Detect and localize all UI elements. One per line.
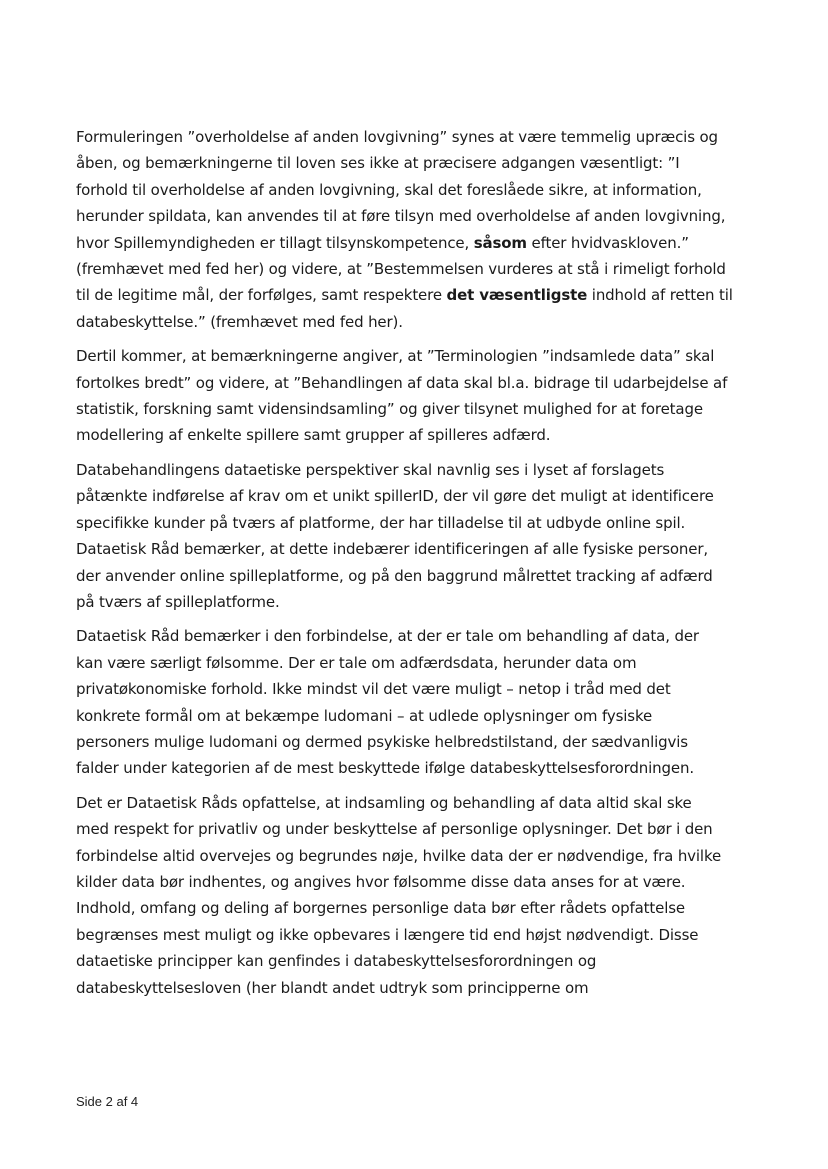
- text-line: [76, 816, 766, 842]
- text-segment: personers mulige ludomani og dermed psykiske helbredstilstand, der sædvanligvis: [76, 732, 688, 751]
- paragraph: [76, 457, 766, 615]
- text-line: [76, 150, 766, 176]
- text-line: [76, 396, 766, 422]
- text-line: [76, 203, 766, 229]
- text-segment: med respekt for privatliv og under beskyttelse af personlige oplysninger. Det bør i den: [76, 820, 713, 839]
- text-line: [76, 869, 766, 895]
- text-segment: på tværs af spilleplatforme.: [76, 592, 280, 611]
- bold-text: såsom: [473, 233, 527, 252]
- text-line: [76, 843, 766, 869]
- text-line: [76, 483, 766, 509]
- text-segment: falder under kategorien af de mest beskyttede ifølge databeskyttelsesforordningen.: [76, 759, 694, 778]
- text-segment: Databehandlingens dataetiske perspektiver skal navnlig ses i lyset af forslagets: [76, 460, 665, 479]
- text-line: [76, 124, 766, 150]
- document-body: [76, 124, 766, 1001]
- text-line: [76, 650, 766, 676]
- text-line: [76, 755, 766, 781]
- text-line: [76, 975, 766, 1001]
- text-segment: Indhold, omfang og deling af borgernes personlige data bør efter rådets opfattelse: [76, 899, 685, 918]
- text-line: [76, 676, 766, 702]
- text-segment: modellering af enkelte spillere samt grupper af spilleres adfærd.: [76, 426, 551, 445]
- text-line: [76, 370, 766, 396]
- text-line: [76, 510, 766, 536]
- text-segment: specifikke kunder på tværs af platforme, der har tilladelse til at udbyde online spil.: [76, 513, 686, 532]
- text-line: [76, 948, 766, 974]
- text-segment: efter hvidvaskloven.”: [526, 233, 689, 252]
- text-segment: Dataetisk Råd bemærker, at dette indebærer identificeringen af alle fysiske personer,: [76, 540, 709, 559]
- text-segment: påtænkte indførelse af krav om et unikt spillerID, der vil gøre det muligt at identificere: [76, 487, 714, 506]
- text-segment: (fremhævet med fed her) og videre, at ”Bestemmelsen vurderes at stå i rimeligt forhold: [76, 260, 726, 279]
- text-line: [76, 623, 766, 649]
- text-segment: Det er Dataetisk Råds opfattelse, at indsamling og behandling af data altid skal ske: [76, 793, 692, 812]
- paragraph: [76, 623, 766, 781]
- text-line: [76, 457, 766, 483]
- text-segment: indhold af retten til: [587, 286, 733, 305]
- text-segment: statistik, forskning samt vidensindsamling” og giver tilsynet mulighed for at foretage: [76, 400, 703, 419]
- text-line: [76, 256, 766, 282]
- text-line: [76, 343, 766, 369]
- text-segment: fortolkes bredt” og videre, at ”Behandlingen af data skal bl.a. bidrage til udarbejdelse af: [76, 373, 728, 392]
- text-segment: åben, og bemærkningerne til loven ses ikke at præcisere adgangen væsentligt: ”I: [76, 154, 680, 173]
- text-segment: Dertil kommer, at bemærkningerne angiver, at ”Terminologien ”indsamlede data” skal: [76, 347, 715, 366]
- page-number: Side 2 af 4: [76, 1094, 139, 1109]
- text-segment: forhold til overholdelse af anden lovgivning, skal det foreslåede sikre, at information,: [76, 180, 702, 199]
- text-line: [76, 729, 766, 755]
- paragraph: [76, 124, 766, 335]
- text-line: [76, 282, 766, 308]
- text-line: [76, 589, 766, 615]
- text-segment: til de legitime mål, der forfølges, samt respektere: [76, 286, 447, 305]
- text-line: [76, 177, 766, 203]
- text-segment: begrænses mest muligt og ikke opbevares i længere tid end højst nødvendigt. Disse: [76, 925, 699, 944]
- text-segment: privatøkonomiske forhold. Ikke mindst vil det være muligt – netop i tråd med det: [76, 680, 671, 699]
- text-segment: Dataetisk Råd bemærker i den forbindelse, at der er tale om behandling af data, der: [76, 627, 699, 646]
- paragraph: [76, 343, 766, 449]
- text-line: [76, 230, 766, 256]
- text-line: [76, 703, 766, 729]
- text-segment: databeskyttelsesloven (her blandt andet udtryk som principperne om: [76, 978, 589, 997]
- text-line: [76, 536, 766, 562]
- text-line: [76, 563, 766, 589]
- text-line: [76, 790, 766, 816]
- text-segment: kan være særligt følsomme. Der er tale om adfærdsdata, herunder data om: [76, 653, 637, 672]
- text-line: [76, 309, 766, 335]
- text-segment: hvor Spillemyndigheden er tillagt tilsynskompetence,: [76, 233, 474, 252]
- text-line: [76, 895, 766, 921]
- text-line: [76, 922, 766, 948]
- text-segment: kilder data bør indhentes, og angives hvor følsomme disse data anses for at være.: [76, 872, 686, 891]
- bold-text: det væsentligste: [446, 286, 588, 305]
- text-segment: herunder spildata, kan anvendes til at føre tilsyn med overholdelse af anden lovgivning,: [76, 207, 726, 226]
- paragraph: [76, 790, 766, 1001]
- text-segment: databeskyttelse.” (fremhævet med fed her).: [76, 312, 403, 331]
- text-segment: konkrete formål om at bekæmpe ludomani – at udlede oplysninger om fysiske: [76, 706, 653, 725]
- text-line: [76, 422, 766, 448]
- text-segment: Formuleringen ”overholdelse af anden lovgivning” synes at være temmelig upræcis og: [76, 128, 718, 146]
- text-segment: dataetiske principper kan genfindes i databeskyttelsesforordningen og: [76, 952, 597, 971]
- text-segment: der anvender online spilleplatforme, og på den baggrund målrettet tracking af adfærd: [76, 566, 713, 585]
- text-segment: forbindelse altid overvejes og begrundes nøje, hvilke data der er nødvendige, fra hvilke: [76, 846, 722, 865]
